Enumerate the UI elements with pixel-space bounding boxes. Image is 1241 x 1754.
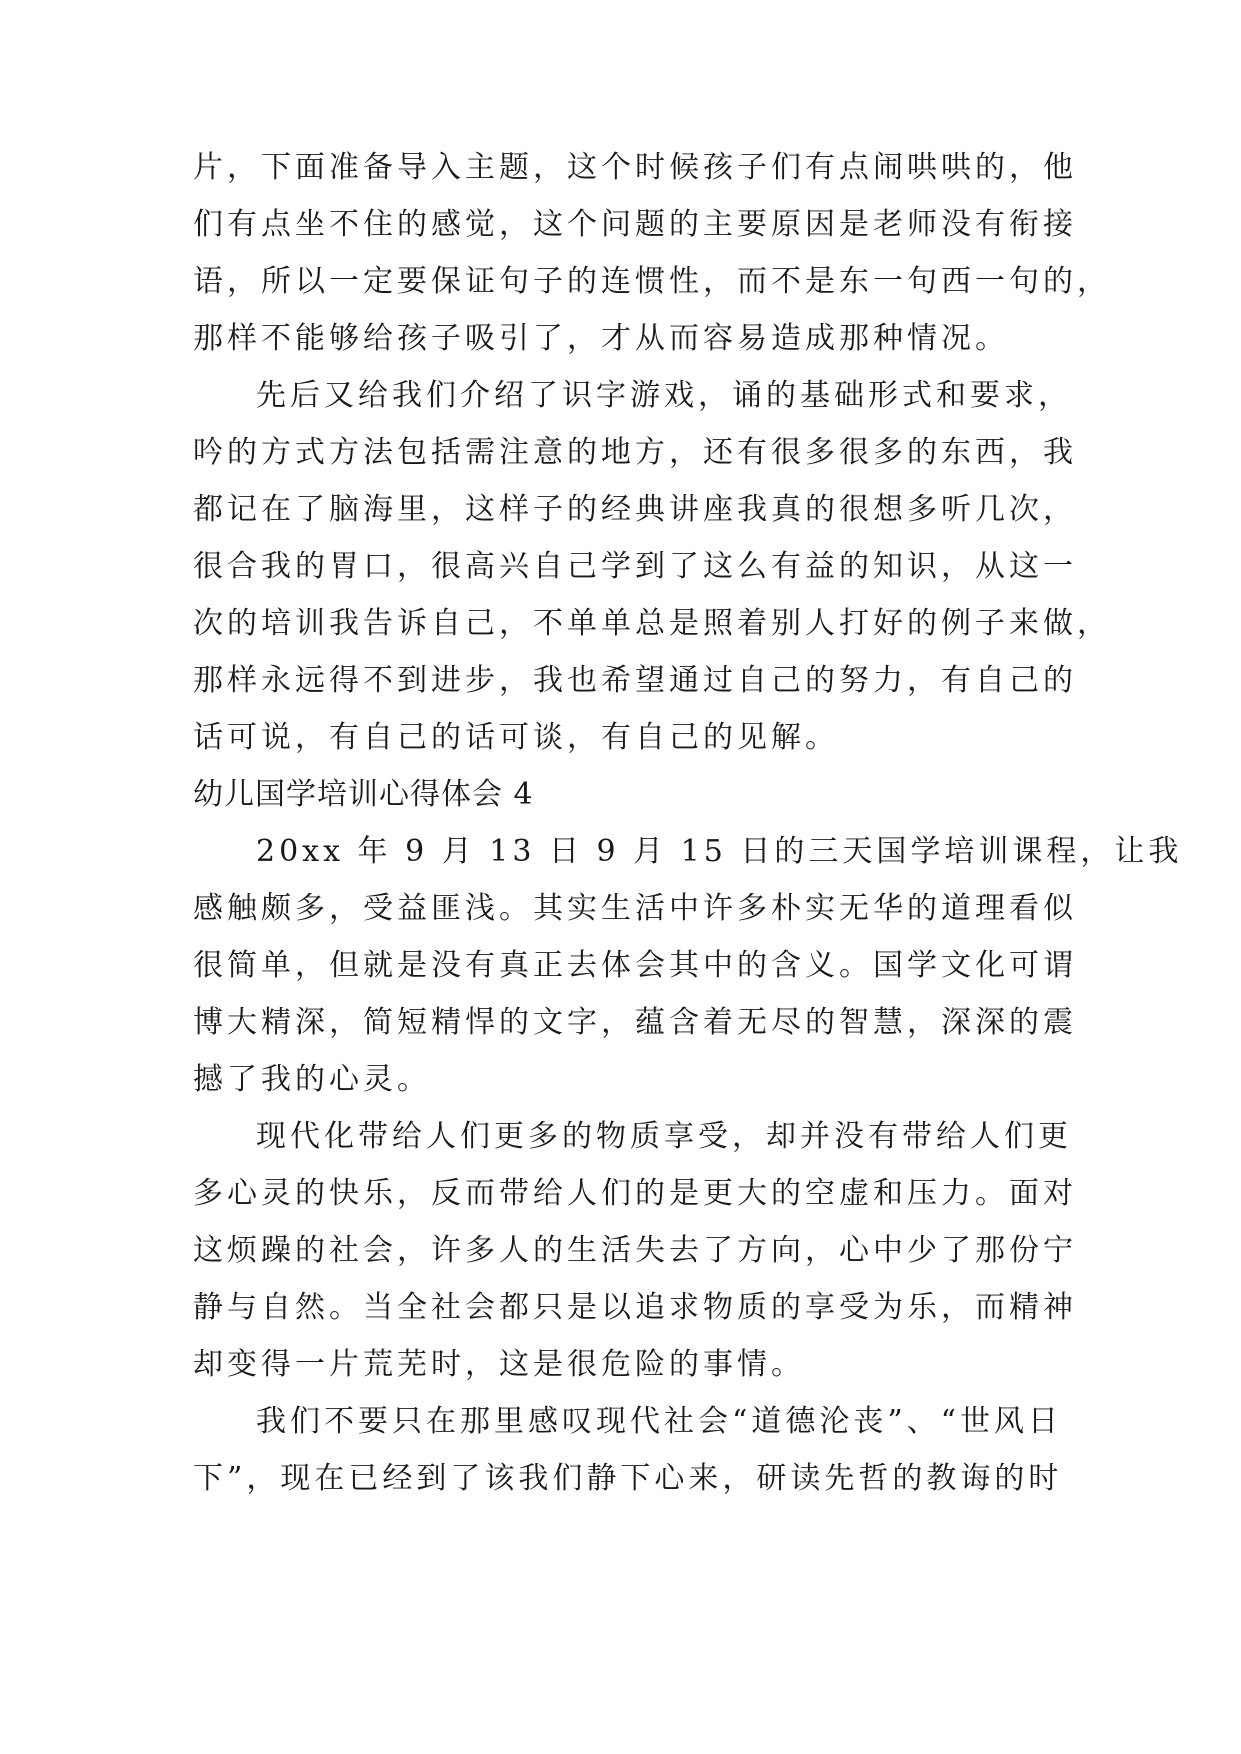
text-line: 们有点坐不住的感觉，这个问题的主要原因是老师没有衔接 (193, 207, 1077, 242)
text-line: 静与自然。当全社会都只是以追求物质的享受为乐，而精神 (193, 1290, 1077, 1325)
text-line: 博大精深，简短精悍的文字，蕴含着无尽的智慧，深深的震 (193, 1005, 1077, 1040)
text-line: 这烦躁的社会，许多人的生活失去了方向，心中少了那份宁 (193, 1233, 1077, 1268)
text-line: 下”，现在已经到了该我们静下心来，研读先哲的教诲的时 (193, 1461, 1063, 1496)
text-line: 语，所以一定要保证句子的连惯性，而不是东一句西一句的， (193, 264, 1111, 299)
text-line: 都记在了脑海里，这样子的经典讲座我真的很想多听几次， (193, 492, 1077, 527)
text-line: 先后又给我们介绍了识字游戏，诵的基础形式和要求， (256, 378, 1072, 413)
text-line: 却变得一片荒芜时，这是很危险的事情。 (193, 1347, 805, 1382)
text-line: 那样不能够给孩子吸引了，才从而容易造成那种情况。 (193, 321, 1009, 356)
text-line: 很合我的胃口，很高兴自己学到了这么有益的知识，从这一 (193, 549, 1077, 584)
text-line: 多心灵的快乐，反而带给人们的是更大的空虚和压力。面对 (193, 1176, 1077, 1211)
text-line: 现代化带给人们更多的物质享受，却并没有带给人们更 (256, 1119, 1072, 1154)
text-line: 片，下面准备导入主题，这个时候孩子们有点闹哄哄的，他 (193, 150, 1077, 185)
text-line: 撼了我的心灵。 (193, 1062, 431, 1097)
text-line: 那样永远得不到进步，我也希望通过自己的努力，有自己的 (193, 663, 1077, 698)
text-line: 次的培训我告诉自己，不单单总是照着别人打好的例子来做， (193, 606, 1111, 641)
section-heading: 幼儿国学培训心得体会 4 (193, 777, 534, 812)
text-line: 我们不要只在那里感叹现代社会“道德沦丧”、“世风日 (256, 1404, 1063, 1439)
text-line: 感触颇多，受益匪浅。其实生活中许多朴实无华的道理看似 (193, 891, 1077, 926)
text-line: 20xx 年 9 月 13 日 9 月 15 日的三天国学培训课程，让我 (256, 834, 1183, 869)
text-line: 吟的方式方法包括需注意的地方，还有很多很多的东西，我 (193, 435, 1077, 470)
text-line: 话可说，有自己的话可谈，有自己的见解。 (193, 720, 839, 755)
text-line: 很简单，但就是没有真正去体会其中的含义。国学文化可谓 (193, 948, 1077, 983)
